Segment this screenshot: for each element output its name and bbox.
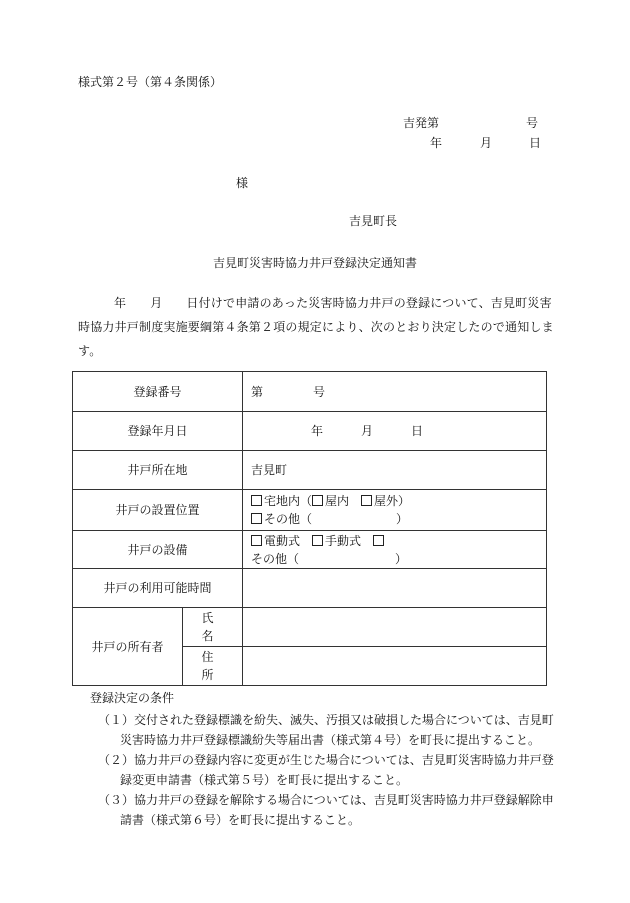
table-row	[73, 372, 547, 412]
reg-number-value: 第 号	[243, 372, 547, 412]
table-row	[73, 490, 547, 531]
reg-number-label: 登録番号	[73, 372, 243, 412]
body-year: 年	[114, 296, 127, 310]
owner-label: 井戸の所有者	[73, 608, 183, 686]
table-row	[73, 569, 547, 608]
checkbox-icon[interactable]	[361, 495, 372, 506]
doc-number-prefix: 吉発第	[403, 116, 440, 130]
condition-item-3: （３）協力井戸の登録を解除する場合については、吉見町災害時協力井戸登録解除申	[98, 793, 554, 807]
condition-item-2-cont: 録変更申請書（様式第５号）を町長に提出すること。	[120, 773, 409, 787]
checkbox-icon[interactable]	[251, 495, 262, 506]
owner-address-label: 住所	[183, 647, 243, 686]
position-label: 井戸の設置位置	[73, 490, 243, 531]
date-year: 年	[430, 136, 443, 150]
conditions-heading: 登録決定の条件	[90, 691, 175, 705]
location-value: 吉見町	[243, 451, 547, 490]
hours-value	[243, 569, 547, 608]
form-number: 様式第２号（第４条関係）	[78, 75, 223, 89]
table-row	[73, 531, 547, 569]
hours-label: 井戸の利用可能時間	[73, 569, 243, 608]
checkbox-icon[interactable]	[373, 535, 384, 546]
checkbox-icon[interactable]	[251, 535, 262, 546]
owner-name-label: 氏名	[183, 608, 243, 647]
addressee-suffix: 様	[236, 176, 249, 190]
location-label: 井戸所在地	[73, 451, 243, 490]
table-row	[73, 412, 547, 451]
conditions-section	[90, 688, 560, 830]
checkbox-icon[interactable]	[312, 535, 323, 546]
date-month: 月	[480, 136, 493, 150]
owner-name-value	[243, 608, 547, 647]
table-row	[73, 451, 547, 490]
equipment-label: 井戸の設備	[73, 531, 243, 569]
registration-table	[72, 371, 547, 686]
condition-item-1: （１）交付された登録標識を紛失、滅失、汚損又は破損した場合については、吉見町	[98, 713, 554, 727]
owner-address-value	[243, 647, 547, 686]
doc-number-suffix: 号	[526, 116, 539, 130]
sender-name: 吉見町長	[349, 214, 398, 228]
reg-date-label: 登録年月日	[73, 412, 243, 451]
date-day: 日	[529, 136, 542, 150]
position-value: 宅地内（ 屋内 屋外） その他（ ）	[243, 490, 547, 531]
condition-item-1-cont: 災害時協力井戸登録標識紛失等届出書（様式第４号）を町長に提出すること。	[120, 733, 541, 747]
body-month: 月	[150, 296, 163, 310]
notice-body	[78, 291, 560, 363]
checkbox-icon[interactable]	[312, 495, 323, 506]
body-text: 日付けで申請のあった災害時協力井戸の登録について、吉見町災害時協力井戸制度実施要綱第４条第２項の規定により、次のとおり決定したので通知します。	[78, 296, 554, 358]
condition-item-3-cont: 請書（様式第６号）を町長に提出すること。	[120, 813, 361, 827]
table-row	[73, 608, 547, 647]
checkbox-icon[interactable]	[251, 513, 262, 524]
document-title: 吉見町災害時協力井戸登録決定通知書	[213, 256, 418, 270]
equipment-value: 電動式 手動式 その他（ ）	[243, 531, 547, 569]
condition-item-2: （２）協力井戸の登録内容に変更が生じた場合については、吉見町災害時協力井戸登	[98, 753, 554, 767]
reg-date-value: 年 月 日	[243, 412, 547, 451]
